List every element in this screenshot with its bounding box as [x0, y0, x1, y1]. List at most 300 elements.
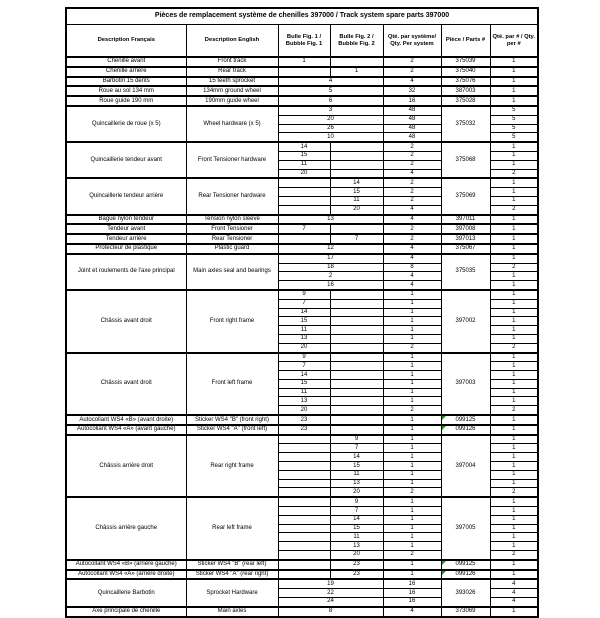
cell-bubble-fig2	[330, 406, 383, 415]
cell-part-number: 375035	[441, 254, 490, 290]
cell-qty-per-system: 1	[383, 290, 441, 299]
col-header-qty-per-part: Qté. par # / Qty. per #	[490, 25, 538, 58]
cell-bubble-fig2	[330, 299, 383, 308]
cell-part-number: 375040	[441, 67, 490, 77]
cell-bubble-fig2	[330, 371, 383, 380]
cell-qty-per-part: 1	[490, 326, 538, 335]
cell-description-fr: Tendeur avant	[66, 224, 186, 234]
cell-qty-per-system: 16	[383, 589, 441, 598]
cell-bubble-fig2: 11	[330, 470, 383, 479]
cell-qty-per-system: 4	[383, 215, 441, 225]
cell-bubble-fig1: 20	[278, 343, 330, 352]
col-header-description-en: Description English	[186, 25, 278, 58]
cell-bubble-fig2	[330, 290, 383, 299]
cell-bubble-fig1: 23	[278, 415, 330, 425]
cell-bubble-fig2	[330, 57, 383, 67]
cell-bubble-fig1	[278, 435, 330, 444]
cell-qty-per-part: 1	[490, 379, 538, 388]
cell-part-number: 397008	[441, 224, 490, 234]
cell-qty-per-part: 4	[490, 589, 538, 598]
cell-description-en: Front track	[186, 57, 278, 67]
cell-bubble-fig1: 14	[278, 308, 330, 317]
cell-qty-per-part: 1	[490, 453, 538, 462]
cell-qty-per-part: 1	[490, 254, 538, 263]
cell-bubble-fig1	[278, 453, 330, 462]
table-header-row	[66, 25, 538, 58]
cell-qty-per-part: 1	[490, 299, 538, 308]
cell-qty-per-part: 1	[490, 77, 538, 87]
cell-qty-per-system: 1	[383, 308, 441, 317]
cell-qty-per-part: 1	[490, 497, 538, 506]
cell-qty-per-system: 48	[383, 124, 441, 133]
cell-qty-per-system: 2	[383, 160, 441, 169]
cell-bubble-fig2: 20	[330, 551, 383, 560]
table-row	[66, 77, 538, 87]
cell-qty-per-part: 1	[490, 142, 538, 151]
cell-bubble-fig2	[330, 160, 383, 169]
cell-qty-per-system: 4	[383, 205, 441, 214]
cell-bubble-merged: 5	[278, 86, 383, 96]
cell-bubble-merged: 17	[278, 254, 383, 263]
cell-corner-flag-icon	[442, 426, 446, 430]
cell-qty-per-part: 1	[490, 290, 538, 299]
cell-bubble-fig1: 15	[278, 379, 330, 388]
cell-qty-per-part: 1	[490, 371, 538, 380]
cell-qty-per-part: 1	[490, 479, 538, 488]
col-header-part-number: Pièce / Parts #	[441, 25, 490, 58]
cell-qty-per-part: 1	[490, 215, 538, 225]
cell-description-en: 134mm ground wheel	[186, 86, 278, 96]
cell-qty-per-part: 1	[490, 435, 538, 444]
cell-bubble-fig2	[330, 151, 383, 160]
cell-qty-per-part: 1	[490, 160, 538, 169]
cell-part-number: 375069	[441, 178, 490, 214]
table-row	[66, 67, 538, 77]
cell-corner-flag-icon	[442, 571, 446, 575]
cell-qty-per-system: 4	[383, 244, 441, 254]
cell-bubble-merged: 19	[278, 579, 383, 588]
cell-description-fr: Tendeur arrière	[66, 234, 186, 244]
cell-qty-per-system: 2	[383, 57, 441, 67]
cell-qty-per-part: 1	[490, 560, 538, 570]
col-header-description-fr: Description Français	[66, 25, 186, 58]
cell-qty-per-system: 8	[383, 263, 441, 272]
cell-bubble-fig2: 15	[330, 188, 383, 197]
cell-qty-per-system: 4	[383, 281, 441, 290]
cell-description-en: Wheel hardware (x 5)	[186, 106, 278, 142]
cell-qty-per-part: 4	[490, 579, 538, 588]
table-row	[66, 579, 538, 588]
cell-qty-per-part: 1	[490, 224, 538, 234]
cell-qty-per-part: 1	[490, 67, 538, 77]
cell-qty-per-part: 5	[490, 106, 538, 115]
cell-qty-per-system: 1	[383, 415, 441, 425]
cell-bubble-fig2	[330, 353, 383, 362]
cell-bubble-fig2: 7	[330, 234, 383, 244]
cell-part-number: 397002	[441, 290, 490, 353]
table-row	[66, 224, 538, 234]
cell-qty-per-part: 1	[490, 281, 538, 290]
col-header-bubble-fig1: Bulle Fig. 1 / Bubble Fig. 1	[278, 25, 330, 58]
cell-description-fr: Protecteur de plastique	[66, 244, 186, 254]
cell-bubble-fig1	[278, 205, 330, 214]
cell-qty-per-system: 1	[383, 462, 441, 471]
cell-bubble-fig1: 11	[278, 388, 330, 397]
cell-description-fr: Roue au sol 134 mm	[66, 86, 186, 96]
cell-qty-per-part: 1	[490, 188, 538, 197]
cell-qty-per-part: 1	[490, 444, 538, 453]
cell-part-number: 099125	[441, 415, 490, 425]
cell-description-fr: Châssis avant droit	[66, 290, 186, 353]
cell-description-en: Front right frame	[186, 290, 278, 353]
cell-part-number: 373069	[441, 607, 490, 617]
cell-bubble-fig2	[330, 317, 383, 326]
cell-part-number: 387003	[441, 86, 490, 96]
cell-qty-per-system: 2	[383, 196, 441, 205]
cell-qty-per-part: 1	[490, 234, 538, 244]
cell-qty-per-system: 1	[383, 388, 441, 397]
table-row	[66, 57, 538, 67]
cell-qty-per-part: 1	[490, 470, 538, 479]
cell-bubble-fig2: 23	[330, 570, 383, 580]
cell-qty-per-system: 1	[383, 515, 441, 524]
cell-qty-per-system: 16	[383, 96, 441, 106]
cell-part-number: 397013	[441, 234, 490, 244]
cell-bubble-fig1: 14	[278, 142, 330, 151]
cell-bubble-fig1: 20	[278, 169, 330, 178]
cell-qty-per-part: 1	[490, 524, 538, 533]
cell-qty-per-part: 1	[490, 353, 538, 362]
table-row	[66, 254, 538, 263]
cell-description-en: Rear Tensioner	[186, 234, 278, 244]
cell-qty-per-part: 1	[490, 151, 538, 160]
cell-description-fr: Quincaillerie tendeur avant	[66, 142, 186, 178]
col-header-qty-per-system: Qté. par système/ Qty. Per system	[383, 25, 441, 58]
cell-description-fr: Châssis avant droit	[66, 353, 186, 416]
cell-qty-per-part: 1	[490, 178, 538, 187]
cell-qty-per-part: 5	[490, 133, 538, 142]
cell-qty-per-system: 1	[383, 334, 441, 343]
table-row	[66, 560, 538, 570]
cell-bubble-merged: 3	[278, 106, 383, 115]
cell-qty-per-part: 1	[490, 388, 538, 397]
cell-qty-per-system: 1	[383, 353, 441, 362]
cell-bubble-fig1	[278, 524, 330, 533]
cell-qty-per-system: 4	[383, 254, 441, 263]
cell-bubble-fig2: 9	[330, 497, 383, 506]
cell-qty-per-part: 1	[490, 570, 538, 580]
cell-qty-per-system: 1	[383, 533, 441, 542]
cell-description-en: Rear left frame	[186, 497, 278, 560]
cell-qty-per-system: 2	[383, 343, 441, 352]
cell-bubble-fig1: 14	[278, 371, 330, 380]
cell-bubble-fig1	[278, 444, 330, 453]
cell-description-en: 15 teeth sprocket	[186, 77, 278, 87]
cell-bubble-fig1: 7	[278, 224, 330, 234]
cell-bubble-fig1: 9	[278, 290, 330, 299]
cell-bubble-fig2: 20	[330, 488, 383, 497]
cell-qty-per-system: 2	[383, 406, 441, 415]
table-row	[66, 415, 538, 425]
cell-description-en: Sticker WS4 "B" (front right)	[186, 415, 278, 425]
cell-qty-per-system: 1	[383, 479, 441, 488]
cell-bubble-fig2: 14	[330, 453, 383, 462]
table-row	[66, 353, 538, 362]
cell-bubble-fig2: 11	[330, 196, 383, 205]
cell-qty-per-part: 1	[490, 96, 538, 106]
cell-part-number: 099126	[441, 425, 490, 435]
cell-bubble-fig2: 20	[330, 205, 383, 214]
cell-description-en: Rear track	[186, 67, 278, 77]
parts-table-body	[66, 57, 538, 617]
cell-qty-per-part: 1	[490, 57, 538, 67]
table-row	[66, 435, 538, 444]
cell-qty-per-part: 1	[490, 397, 538, 406]
cell-bubble-merged: 6	[278, 96, 383, 106]
cell-qty-per-system: 2	[383, 188, 441, 197]
cell-bubble-fig2	[330, 224, 383, 234]
cell-corner-flag-icon	[442, 561, 446, 565]
table-row	[66, 425, 538, 435]
cell-bubble-merged: 20	[278, 115, 383, 124]
cell-description-fr: Autocollant WS4 «B» (arrière gauche)	[66, 560, 186, 570]
cell-part-number: 397005	[441, 497, 490, 560]
cell-qty-per-system: 2	[383, 488, 441, 497]
cell-qty-per-system: 1	[383, 397, 441, 406]
cell-bubble-fig2	[330, 388, 383, 397]
cell-qty-per-system: 1	[383, 326, 441, 335]
cell-bubble-fig1: 1	[278, 57, 330, 67]
cell-bubble-fig1	[278, 178, 330, 187]
cell-qty-per-system: 2	[383, 234, 441, 244]
cell-qty-per-system: 4	[383, 77, 441, 87]
cell-part-number: 099126	[441, 570, 490, 580]
cell-bubble-fig2	[330, 308, 383, 317]
cell-qty-per-part: 4	[490, 598, 538, 607]
cell-qty-per-part: 1	[490, 425, 538, 435]
cell-qty-per-system: 1	[383, 560, 441, 570]
cell-qty-per-part: 2	[490, 169, 538, 178]
cell-bubble-fig1	[278, 570, 330, 580]
cell-bubble-fig1: 15	[278, 317, 330, 326]
cell-corner-flag-icon	[442, 416, 446, 420]
cell-description-en: Front Tensioner hardware	[186, 142, 278, 178]
cell-description-en: Rear Tensioner hardware	[186, 178, 278, 214]
cell-part-number: 375032	[441, 106, 490, 142]
table-row	[66, 570, 538, 580]
cell-qty-per-system: 16	[383, 598, 441, 607]
cell-part-number: 375068	[441, 142, 490, 178]
cell-qty-per-system: 2	[383, 551, 441, 560]
cell-bubble-merged: 2	[278, 272, 383, 281]
cell-qty-per-system: 32	[383, 86, 441, 96]
cell-qty-per-system: 48	[383, 133, 441, 142]
cell-description-en: Main axles seal and bearings	[186, 254, 278, 290]
cell-part-number: 375028	[441, 96, 490, 106]
cell-bubble-merged: 8	[278, 607, 383, 617]
cell-bubble-fig1	[278, 497, 330, 506]
cell-part-number: 397011	[441, 215, 490, 225]
cell-bubble-fig1	[278, 67, 330, 77]
cell-part-number: 397004	[441, 435, 490, 498]
cell-bubble-fig1: 23	[278, 425, 330, 435]
cell-bubble-fig1	[278, 196, 330, 205]
col-header-bubble-fig2: Bulle Fig. 2 / Bubble Fig. 2	[330, 25, 383, 58]
cell-bubble-fig2	[330, 326, 383, 335]
cell-qty-per-part: 1	[490, 533, 538, 542]
cell-part-number: 397003	[441, 353, 490, 416]
cell-bubble-fig2	[330, 379, 383, 388]
cell-qty-per-part: 1	[490, 272, 538, 281]
cell-bubble-fig2: 11	[330, 533, 383, 542]
cell-description-fr: Châssis arrière gauche	[66, 497, 186, 560]
cell-bubble-fig2	[330, 415, 383, 425]
cell-qty-per-system: 1	[383, 497, 441, 506]
cell-bubble-fig2: 7	[330, 507, 383, 516]
cell-bubble-merged: 13	[278, 215, 383, 225]
table-row	[66, 497, 538, 506]
cell-qty-per-system: 1	[383, 507, 441, 516]
table-row	[66, 290, 538, 299]
cell-description-en: Plastic guard	[186, 244, 278, 254]
cell-qty-per-part: 1	[490, 308, 538, 317]
cell-description-fr: Quincaillerie de roue (x 5)	[66, 106, 186, 142]
cell-description-fr: Chenille arrière	[66, 67, 186, 77]
table-row	[66, 244, 538, 254]
cell-qty-per-system: 2	[383, 224, 441, 234]
cell-bubble-fig2: 13	[330, 479, 383, 488]
cell-description-en: Sticker WS4 "A" (front left)	[186, 425, 278, 435]
table-row	[66, 142, 538, 151]
cell-bubble-merged: 10	[278, 133, 383, 142]
cell-bubble-fig1	[278, 533, 330, 542]
cell-qty-per-part: 1	[490, 86, 538, 96]
cell-bubble-fig1	[278, 560, 330, 570]
cell-qty-per-part: 2	[490, 205, 538, 214]
cell-bubble-fig1	[278, 488, 330, 497]
cell-bubble-fig1	[278, 507, 330, 516]
cell-bubble-fig2: 9	[330, 435, 383, 444]
page-title: Pièces de remplacement système de chenilles 397000 / Track system spare parts 397000	[66, 8, 538, 25]
cell-bubble-fig2	[330, 169, 383, 178]
table-row	[66, 106, 538, 115]
cell-bubble-merged: 16	[278, 281, 383, 290]
cell-part-number: 375039	[441, 57, 490, 67]
table-row	[66, 234, 538, 244]
cell-bubble-fig2	[330, 397, 383, 406]
cell-qty-per-part: 1	[490, 196, 538, 205]
table-title-row	[66, 8, 538, 25]
cell-bubble-fig2	[330, 362, 383, 371]
cell-bubble-merged: 22	[278, 589, 383, 598]
cell-bubble-fig1	[278, 470, 330, 479]
cell-qty-per-part: 1	[490, 462, 538, 471]
table-row	[66, 215, 538, 225]
cell-bubble-fig1: 7	[278, 362, 330, 371]
cell-qty-per-part: 1	[490, 542, 538, 551]
cell-bubble-fig1: 11	[278, 326, 330, 335]
cell-bubble-fig2: 14	[330, 178, 383, 187]
cell-description-fr: Châssis arrière droit	[66, 435, 186, 498]
table-row	[66, 96, 538, 106]
cell-qty-per-part: 1	[490, 317, 538, 326]
cell-description-en: 190mm guide wheel	[186, 96, 278, 106]
cell-bubble-merged: 4	[278, 77, 383, 87]
cell-bubble-fig1: 20	[278, 406, 330, 415]
cell-qty-per-system: 16	[383, 579, 441, 588]
cell-description-en: Main axles	[186, 607, 278, 617]
cell-bubble-fig1: 7	[278, 299, 330, 308]
cell-bubble-fig1: 9	[278, 353, 330, 362]
cell-description-en: Tension nylon sleeve	[186, 215, 278, 225]
cell-qty-per-system: 2	[383, 178, 441, 187]
cell-qty-per-system: 1	[383, 444, 441, 453]
cell-bubble-fig2: 15	[330, 524, 383, 533]
cell-qty-per-part: 2	[490, 263, 538, 272]
cell-qty-per-system: 1	[383, 470, 441, 479]
cell-description-fr: Autocollant WS4 «A» (avant gauche)	[66, 425, 186, 435]
cell-description-fr: Autocollant WS4 «B» (avant droite)	[66, 415, 186, 425]
cell-bubble-merged: 18	[278, 263, 383, 272]
cell-description-en: Front left frame	[186, 353, 278, 416]
cell-qty-per-system: 1	[383, 435, 441, 444]
cell-part-number: 375067	[441, 244, 490, 254]
cell-description-en: Sticker WS4 "B" (rear left)	[186, 560, 278, 570]
cell-qty-per-part: 2	[490, 406, 538, 415]
cell-qty-per-system: 4	[383, 607, 441, 617]
cell-qty-per-system: 1	[383, 570, 441, 580]
cell-bubble-fig2: 23	[330, 560, 383, 570]
cell-qty-per-system: 1	[383, 299, 441, 308]
cell-bubble-fig1: 13	[278, 397, 330, 406]
cell-bubble-fig1	[278, 479, 330, 488]
cell-bubble-fig2: 15	[330, 462, 383, 471]
cell-bubble-fig1	[278, 234, 330, 244]
cell-description-fr: Quincaillerie Barbotin	[66, 579, 186, 606]
cell-description-en: Sprocket Hardware	[186, 579, 278, 606]
cell-bubble-fig1: 13	[278, 334, 330, 343]
cell-qty-per-part: 1	[490, 244, 538, 254]
cell-qty-per-system: 2	[383, 67, 441, 77]
cell-qty-per-part: 1	[490, 415, 538, 425]
cell-bubble-merged: 12	[278, 244, 383, 254]
cell-bubble-fig2: 7	[330, 444, 383, 453]
cell-qty-per-part: 1	[490, 507, 538, 516]
cell-qty-per-system: 1	[383, 362, 441, 371]
cell-description-en: Sticker WS4 "A" (rear right)	[186, 570, 278, 580]
cell-qty-per-system: 2	[383, 142, 441, 151]
cell-qty-per-part: 1	[490, 334, 538, 343]
cell-qty-per-system: 1	[383, 453, 441, 462]
cell-qty-per-part: 1	[490, 607, 538, 617]
cell-part-number: 375076	[441, 77, 490, 87]
cell-bubble-fig2	[330, 343, 383, 352]
parts-table	[65, 7, 539, 618]
cell-description-fr: Chenille avant	[66, 57, 186, 67]
cell-bubble-fig1: 15	[278, 151, 330, 160]
cell-bubble-merged: 24	[278, 598, 383, 607]
cell-qty-per-part: 1	[490, 515, 538, 524]
table-row	[66, 178, 538, 187]
cell-qty-per-system: 1	[383, 542, 441, 551]
cell-description-fr: Quincaillerie tendeur arrière	[66, 178, 186, 214]
cell-qty-per-part: 2	[490, 488, 538, 497]
cell-description-fr: Roue guide 190 mm	[66, 96, 186, 106]
cell-qty-per-system: 48	[383, 115, 441, 124]
cell-bubble-fig2: 14	[330, 515, 383, 524]
cell-qty-per-system: 4	[383, 169, 441, 178]
cell-qty-per-system: 48	[383, 106, 441, 115]
